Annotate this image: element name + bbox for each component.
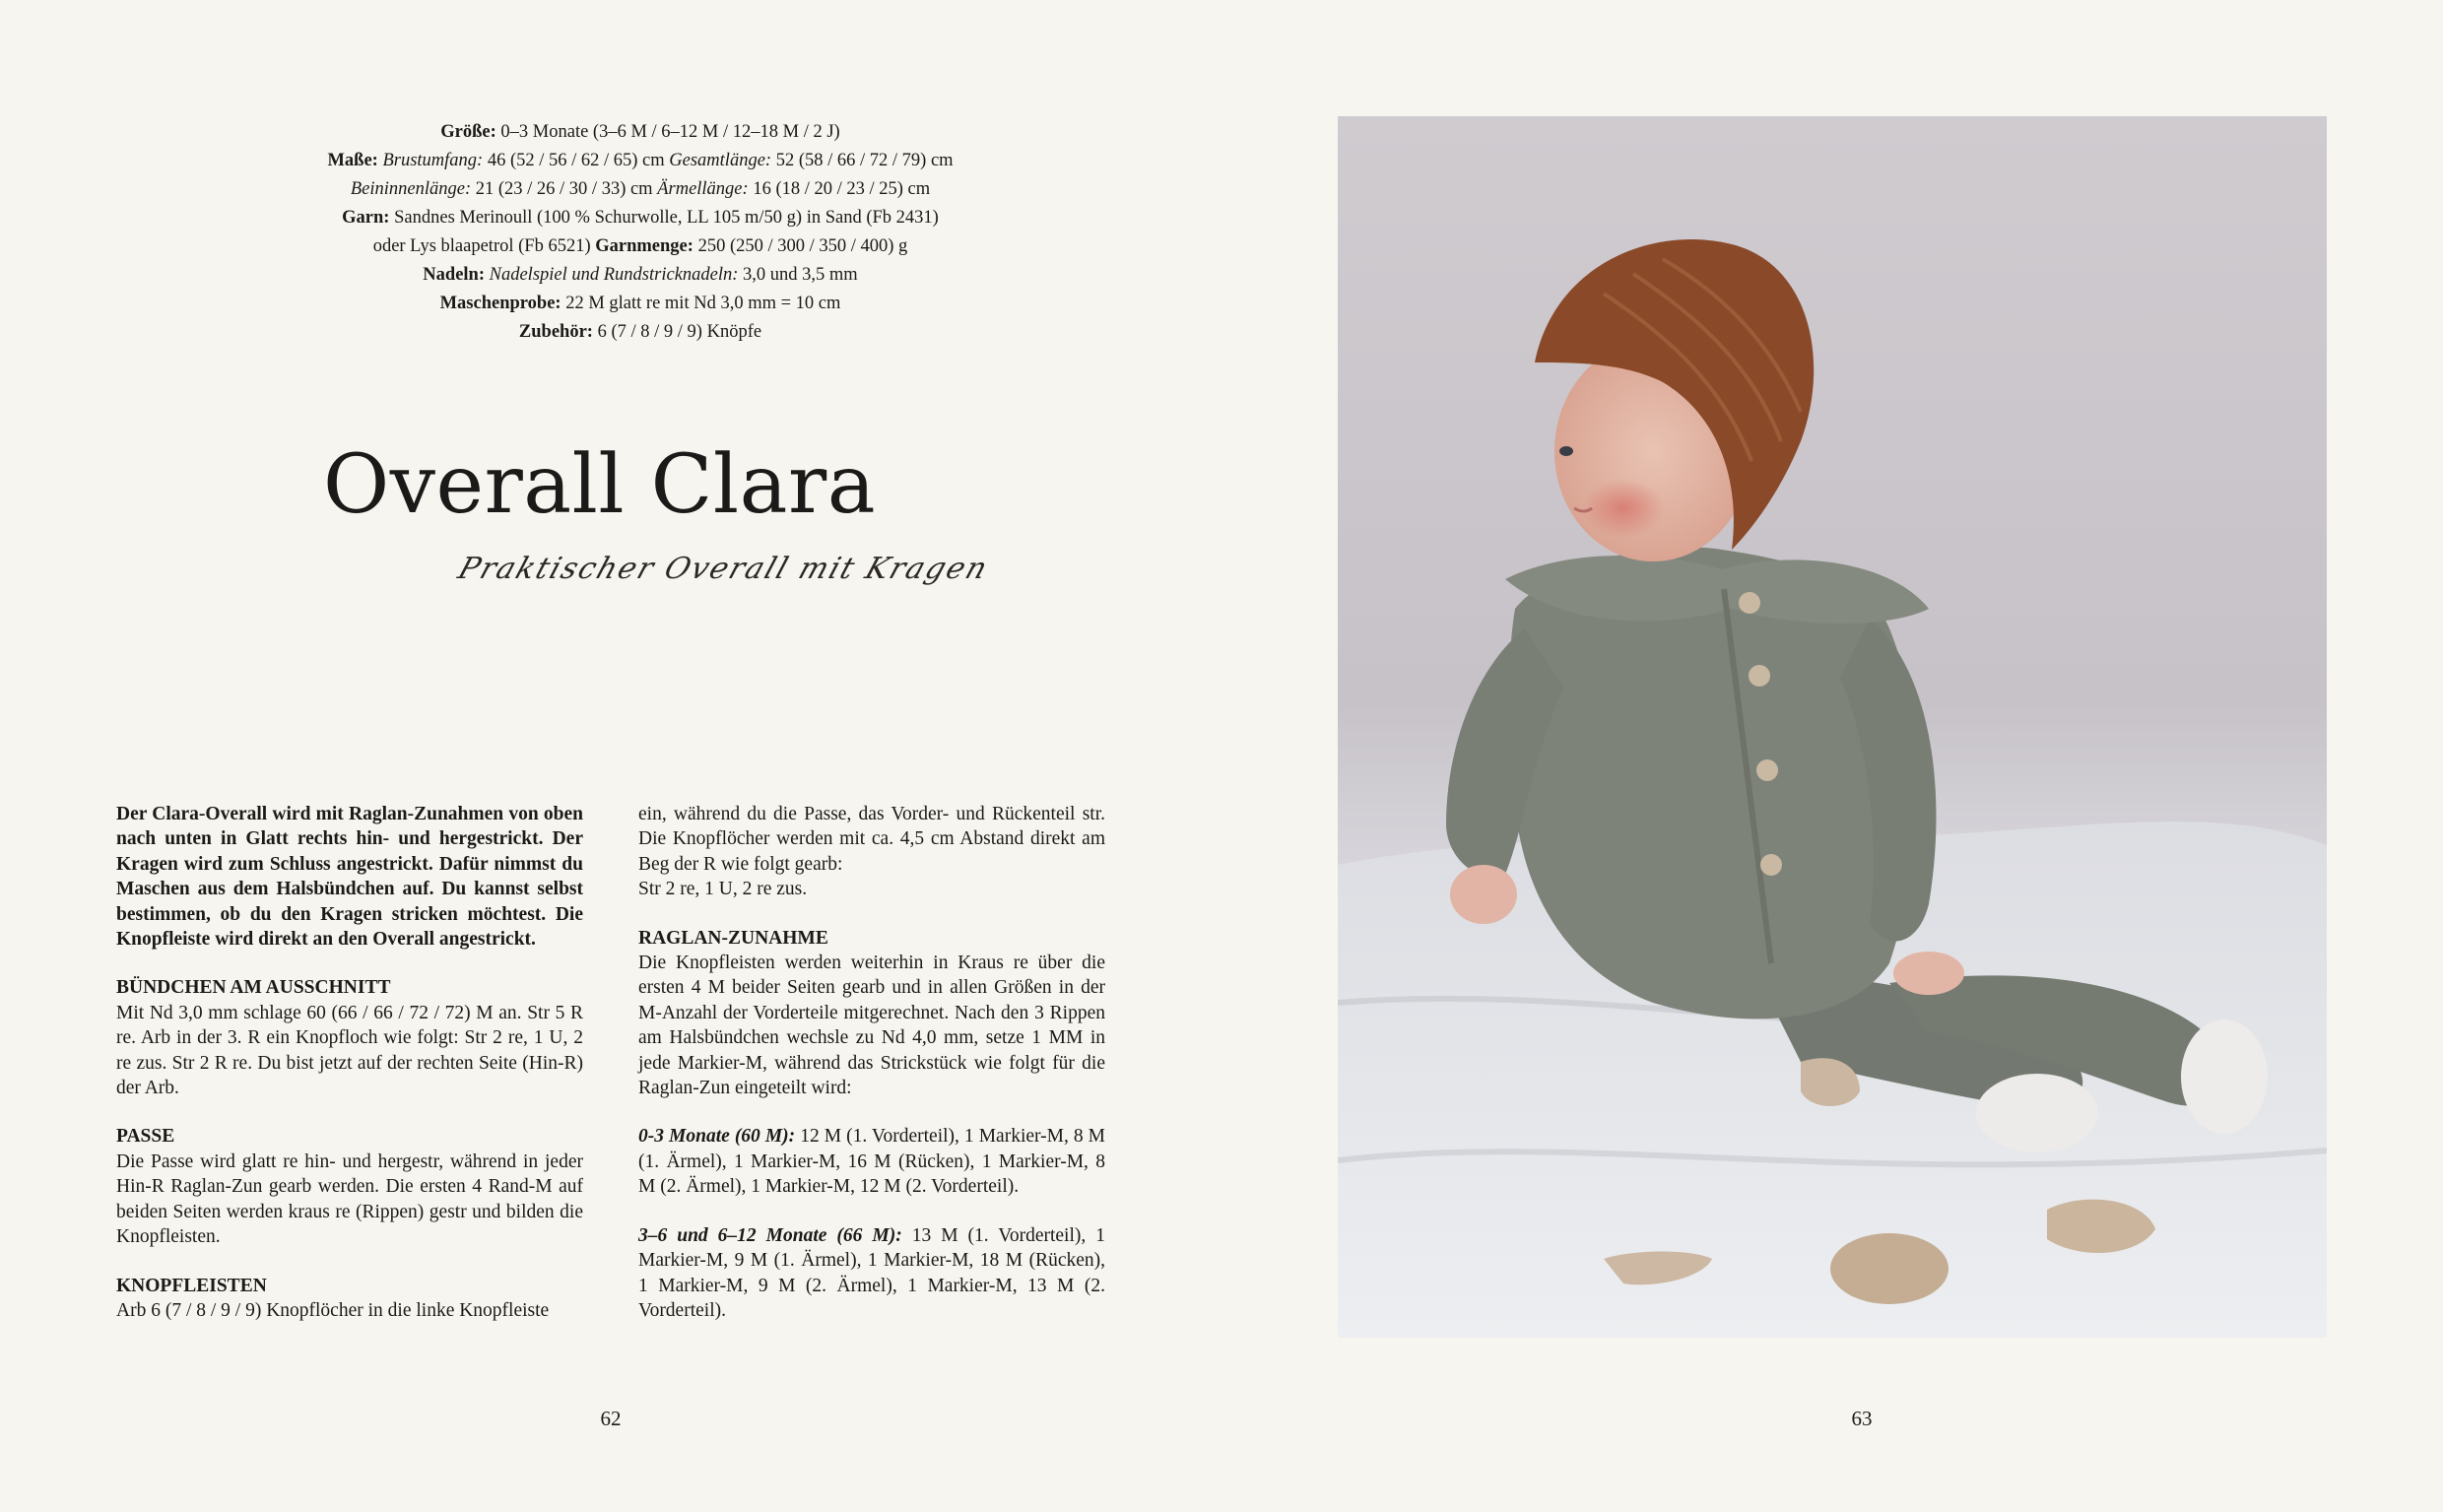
page-number-left: 62	[600, 1407, 622, 1430]
spec-notions: Zubehör: 6 (7 / 8 / 9 / 9) Knöpfe	[518, 322, 762, 342]
baby-overall-photo	[1338, 116, 2327, 1338]
button	[1749, 665, 1770, 687]
sock-right	[2181, 1019, 2268, 1134]
paragraph-buttonholes: ein, während du die Passe, das Vorder- und Rückenteil str. Die Knopflöcher werden mit ca. 4,5 cm Abstand direkt am Beg der R wie folgt gearb:	[638, 804, 1105, 875]
pattern-specs	[197, 118, 1084, 347]
pattern-title: Overall Clara	[323, 438, 877, 532]
hand-right	[1893, 952, 1964, 995]
spec-needles: Nadeln: Nadelspiel und Rundstricknadeln: 3,0 und 3,5 mm	[423, 265, 858, 285]
spec-yarn: Garn: Sandnes Merinoull (100 % Schurwolle, LL 105 m/50 g) in Sand (Fb 2431)	[342, 208, 939, 228]
wooden-toy	[1830, 1233, 1948, 1304]
spec-lengths: Beininnenlänge: 21 (23 / 26 / 30 / 33) cm Ärmellänge: 16 (18 / 20 / 23 / 25) cm	[350, 179, 931, 199]
paragraph-size-0-3: 0-3 Monate (60 M): 12 M (1. Vorderteil), 1 Markier-M, 8 M (1. Ärmel), 1 Markier-M, 16 M (Rücken), 1 Markier-M, 8 M (2. Ärmel), 1 Markier-M, 12 M (2. Vorderteil).	[638, 1126, 1105, 1198]
paragraph-neck-ribbing: Mit Nd 3,0 mm schlage 60 (66 / 66 / 72 / 72) M an. Str 5 R re. Arb in der 3. R ein Knopfloch wie folgt: Str 2 re, 1 U, 2 re zus. Str 2 R re. Du bist jetzt auf der rechten Seite (Hin-R) der Arb.	[116, 1002, 583, 1099]
heading-button-bands: KNOPFLEISTEN	[116, 1275, 267, 1296]
paragraph-size-3-12: 3–6 und 6–12 Monate (66 M): 13 M (1. Vorderteil), 1 Markier-M, 9 M (1. Ärmel), 1 Markier-M, 18 M (Rücken), 1 Markier-M, 9 M (2. Ärmel), 1 Markier-M, 13 M (2. Vorderteil).	[638, 1224, 1105, 1321]
spec-size: Größe: 0–3 Monate (3–6 M / 6–12 M / 12–18 M / 2 J)	[440, 122, 840, 142]
pattern-subtitle: Praktischer Overall mit Kragen	[453, 552, 994, 586]
intro-paragraph: Der Clara-Overall wird mit Raglan-Zunahmen von oben nach unten in Glatt rechts hin- und hergestrickt. Der Kragen wird zum Schluss angestrickt. Dafür nimmst du Maschen aus dem Halsbündchen auf. Du kannst selbst bestimmen, ob du den Kragen stricken möchtest. Die Knopfleiste wird direkt an den Overall angestrickt.	[116, 804, 583, 951]
spec-gauge: Maschenprobe: 22 M glatt re mit Nd 3,0 mm = 10 cm	[439, 294, 841, 313]
button	[1739, 592, 1760, 614]
hand-left	[1450, 865, 1517, 924]
photo-illustration	[1338, 116, 2327, 1338]
text-column-2	[638, 802, 1105, 1347]
paragraph-yoke: Die Passe wird glatt re hin- und hergestr, während in jeder Hin-R Raglan-Zun gearb werden. Die ersten 4 Rand-M auf beiden Seiten werden kraus re (Rippen) gestr und bilden die Knopfleisten.	[116, 1150, 583, 1248]
button	[1760, 854, 1782, 876]
heading-neck-ribbing: BÜNDCHEN AM AUSSCHNITT	[116, 977, 391, 999]
button	[1756, 759, 1778, 781]
heading-raglan-increase: RAGLAN-ZUNAHME	[638, 927, 828, 949]
spec-yarn-amount: oder Lys blaapetrol (Fb 6521) Garnmenge: 250 (250 / 300 / 350 / 400) g	[372, 236, 908, 256]
heading-yoke: PASSE	[116, 1126, 175, 1148]
sock-left	[1976, 1074, 2098, 1152]
text-column-1	[116, 802, 583, 1347]
page-number-right: 63	[1851, 1407, 1873, 1430]
paragraph-button-bands: Arb 6 (7 / 8 / 9 / 9) Knopflöcher in die linke Knopfleiste	[116, 1299, 550, 1321]
paragraph-buttonhole-instruction: Str 2 re, 1 U, 2 re zus.	[638, 879, 808, 900]
spec-measurements: Maße: Brustumfang: 46 (52 / 56 / 62 / 65) cm Gesamtlänge: 52 (58 / 66 / 72 / 79) cm	[327, 151, 954, 170]
paragraph-raglan-increase: Die Knopfleisten werden weiterhin in Kraus re über die ersten 4 M beider Seiten gearb und in allen Größen in der M-Anzahl der Vorderteile mitgerechnet. Nach den 3 Rippen am Halsbündchen wechsle zu Nd 4,0 mm, setze 1 MM in jede Markier-M, während das Strickstück wie folgt für die Raglan-Zun eingeteilt wird:	[638, 953, 1105, 1099]
